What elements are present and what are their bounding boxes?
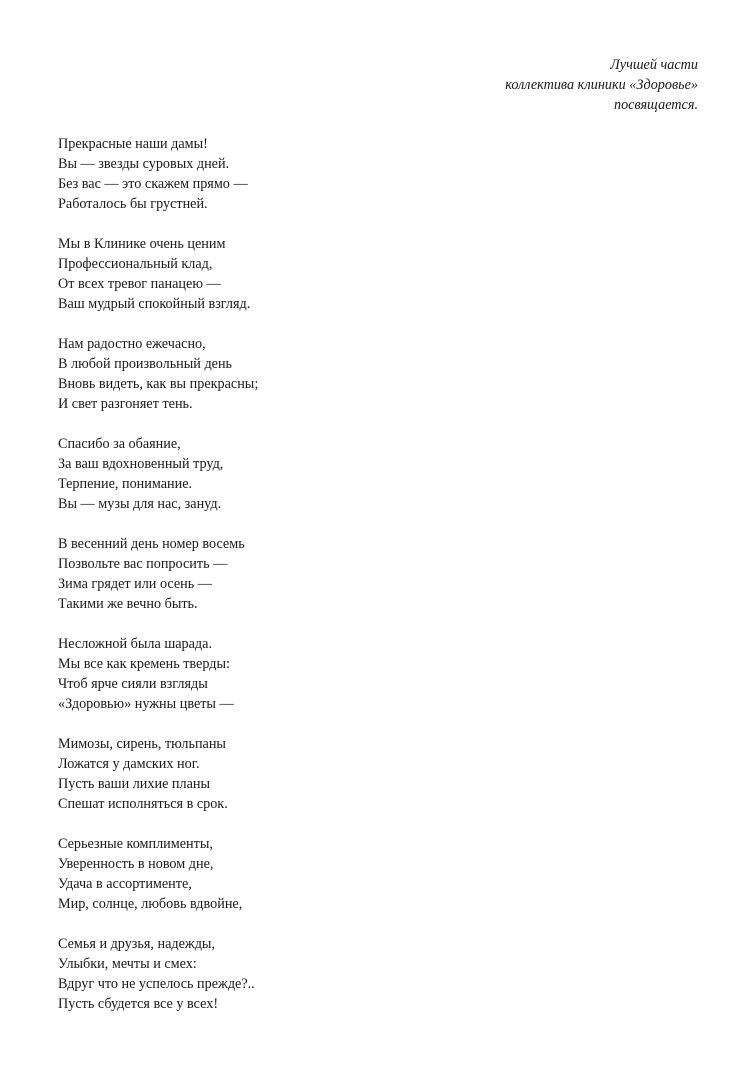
poem-line: В весенний день номер восемь	[58, 536, 245, 552]
stanza	[58, 534, 258, 614]
dedication-line: коллектива клиники «Здоровье»	[505, 77, 698, 93]
poem-line: Позвольте вас попросить —	[58, 556, 228, 572]
poem-line: Такими же вечно быть.	[58, 596, 198, 612]
poem-line: Спасибо за обаяние,	[58, 436, 181, 452]
poem-line: Мы все как кремень тверды:	[58, 656, 230, 672]
stanza	[58, 734, 258, 814]
poem-line: И свет разгоняет тень.	[58, 396, 193, 412]
poem-line: Чтоб ярче сияли взгляды	[58, 676, 208, 692]
dedication-line: Лучшей части	[610, 57, 698, 73]
poem	[58, 134, 258, 1034]
poem-line: «Здоровью» нужны цветы —	[58, 696, 234, 712]
poem-line: Вдруг что не успелось прежде?..	[58, 976, 255, 992]
poem-line: Спешат исполняться в срок.	[58, 796, 228, 812]
dedication-line: посвящается.	[613, 97, 698, 113]
poem-line: Ложатся у дамских ног.	[58, 756, 200, 772]
stanza	[58, 134, 258, 214]
poem-line: Ваш мудрый спокойный взгляд.	[58, 296, 251, 312]
poem-line: Прекрасные наши дамы!	[58, 136, 208, 152]
poem-line: Серьезные комплименты,	[58, 836, 213, 852]
stanza	[58, 934, 258, 1014]
stanza	[58, 234, 258, 314]
stanza	[58, 334, 258, 414]
poem-line: Профессиональный клад,	[58, 256, 213, 272]
stanza	[58, 834, 258, 914]
poem-line: Несложной была шарада.	[58, 636, 212, 652]
poem-line: Мир, солнце, любовь вдвойне,	[58, 896, 243, 912]
poem-line: Вы — звезды суровых дней.	[58, 156, 230, 172]
poem-line: Нам радостно ежечасно,	[58, 336, 206, 352]
poem-line: От всех тревог панацею —	[58, 276, 221, 292]
stanza	[58, 634, 258, 714]
poem-line: Мимозы, сирень, тюльпаны	[58, 736, 226, 752]
poem-line: Вы — музы для нас, зануд.	[58, 496, 222, 512]
poem-line: Удача в ассортименте,	[58, 876, 192, 892]
poem-line: Семья и друзья, надежды,	[58, 936, 216, 952]
poem-line: За ваш вдохновенный труд,	[58, 456, 224, 472]
poem-line: Работалось бы грустней.	[58, 196, 208, 212]
poem-line: Улыбки, мечты и смех:	[58, 956, 197, 972]
poem-line: Вновь видеть, как вы прекрасны;	[58, 376, 259, 392]
poem-line: В любой произвольный день	[58, 356, 233, 372]
poem-line: Зима грядет или осень —	[58, 576, 212, 592]
dedication	[505, 55, 698, 115]
poem-line: Мы в Клинике очень ценим	[58, 236, 226, 252]
poem-line: Терпение, понимание.	[58, 476, 193, 492]
poem-line: Уверенность в новом дне,	[58, 856, 214, 872]
poem-line: Без вас — это скажем прямо —	[58, 176, 248, 192]
stanza	[58, 434, 258, 514]
poem-line: Пусть ваши лихие планы	[58, 776, 211, 792]
poem-line: Пусть сбудется все у всех!	[58, 996, 219, 1012]
